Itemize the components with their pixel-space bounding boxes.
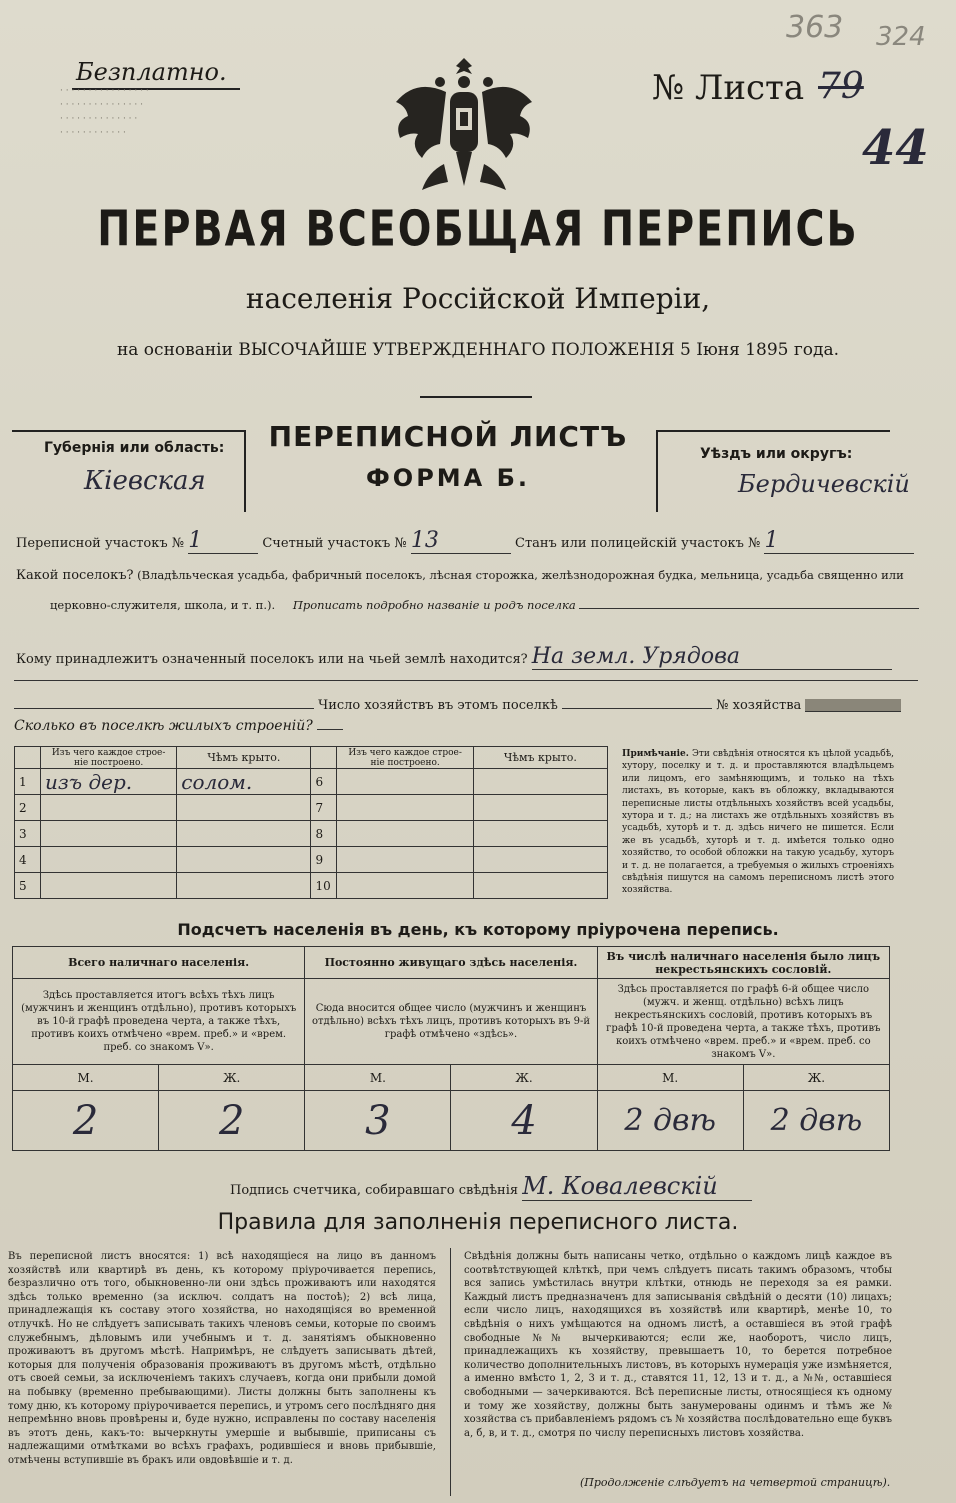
page-title: ПЕРВАЯ ВСЕОБЩАЯ ПЕРЕПИСЬ — [97, 200, 859, 259]
poselok-row — [16, 568, 904, 583]
row-number: 6 — [311, 769, 337, 795]
uezd-value: Бердичевскій — [738, 470, 910, 498]
sheet-number-pencil: 363 — [786, 10, 844, 45]
roof-cell: солом. — [177, 769, 311, 795]
poselok-hint: (Владѣльческая усадьба, фабричный поселокъ, лѣсная сторожка, желѣзнодорожная будка, мельница, усадьба священно или — [137, 568, 904, 582]
roof-cell — [177, 821, 311, 847]
table-row — [15, 769, 608, 795]
table-header: Изъ чего каждое строе-ніе построено. — [337, 747, 473, 769]
table-row — [15, 821, 608, 847]
note-heading: Примѣчаніе. — [622, 749, 689, 759]
poselok-value-line — [579, 608, 919, 609]
row-number: 10 — [311, 873, 337, 899]
roof-cell — [473, 873, 607, 899]
households-row — [14, 698, 901, 713]
schetny-label: Счетный участокъ № — [262, 536, 407, 551]
column-divider — [450, 1248, 451, 1496]
continued-note: (Продолженіе слѣдуетъ на четвертой страницѣ). — [580, 1476, 891, 1489]
row-number: 8 — [311, 821, 337, 847]
roof-cell — [177, 847, 311, 873]
signature-row — [230, 1172, 752, 1201]
buildings-label: Сколько въ поселкѣ жилыхъ строеній? — [14, 718, 313, 734]
stan-value: 1 — [764, 528, 914, 554]
poselok-instruction: Прописать подробно названіе и родъ поселка — [292, 598, 576, 612]
row-number: 1 — [15, 769, 41, 795]
roof-cell — [177, 795, 311, 821]
roof-cell — [473, 795, 607, 821]
roof-cell — [473, 769, 607, 795]
material-cell: изъ дер. — [41, 769, 177, 795]
owner-label: Кому принадлежитъ означенный поселокъ или на чьей землѣ находится? — [16, 652, 528, 667]
poselok-label: Какой поселокъ? — [16, 568, 134, 583]
row-number: 4 — [15, 847, 41, 873]
count-title: Подсчетъ населенія въ день, къ которому пріурочена перепись. — [177, 920, 779, 939]
row-number: 2 — [15, 795, 41, 821]
female-count: 2 двѣ — [743, 1091, 889, 1151]
sheet-number-pencil-2: 324 — [876, 22, 926, 52]
female-count: 2 — [159, 1091, 305, 1151]
note-block — [622, 748, 894, 897]
owner-row — [16, 644, 892, 670]
faded-stamp-text: · · · · · · · · · · · · · · · · · · · · · · · · · · · · · · · · · · · · · · · · · · · · · · · · · · · · · · · · · — [60, 86, 149, 138]
uchastok-value: 1 — [188, 528, 258, 554]
row-number: 7 — [311, 795, 337, 821]
material-cell — [337, 795, 473, 821]
uezd-label: Уѣздъ или округъ: — [700, 446, 853, 462]
buildings-value-line — [317, 729, 343, 730]
count-desc: Здѣсь проставляется итогъ всѣхъ тѣхъ лицъ (мужчинъ и женщинъ отдѣльно), противъ которыхъ въ 10-й графѣ проведена черта, а также тѣхъ, противъ коихъ отмѣчено «врем. преб.» и «врем. преб. со знакомъ V». — [13, 979, 305, 1065]
male-label: М. — [305, 1065, 451, 1091]
households-count-line — [562, 708, 712, 709]
sheet-number-crossed: 79 — [818, 66, 864, 107]
roof-cell — [473, 847, 607, 873]
female-count: 4 — [451, 1091, 597, 1151]
male-label: М. — [13, 1065, 159, 1091]
row-number: 9 — [311, 847, 337, 873]
subtitle-decree: на основаніи ВЫСОЧАЙШЕ УТВЕРЖДЕННАГО ПОЛОЖЕНІЯ 5 Іюня 1895 года. — [116, 340, 840, 360]
household-no-label: № хозяйства — [716, 698, 802, 713]
poselok-row-2 — [50, 598, 919, 612]
material-cell — [337, 847, 473, 873]
table-header: Чѣмъ крыто. — [473, 747, 607, 769]
imperial-eagle-icon — [384, 52, 544, 202]
count-desc: Сюда вносится общее число (мужчинъ и женщинъ отдѣльно) всѣхъ тѣхъ лицъ, противъ которыхъ въ 9-й графѣ отмѣчено «здѣсь». — [305, 979, 597, 1065]
buildings-row — [14, 718, 343, 734]
female-label: Ж. — [451, 1065, 597, 1091]
free-label: Безплатно. — [76, 58, 227, 86]
female-label: Ж. — [743, 1065, 889, 1091]
material-cell — [337, 821, 473, 847]
form-subtitle: ФОРМА Б. — [365, 464, 530, 492]
female-label: Ж. — [159, 1065, 305, 1091]
count-header: Въ числѣ наличнаго населенія было лицъ некрестьянскихъ сословій. — [597, 947, 889, 979]
stan-label: Станъ или полицейскій участокъ № — [515, 536, 761, 551]
count-desc: Здѣсь проставляется по графѣ 6-й общее число (мужч. и женщ. отдѣльно) всѣхъ лицъ некрестьянскихъ сословій, противъ которыхъ въ графѣ 10-й проведена черта, а также тѣхъ, противъ коихъ отмѣчено «врем. преб.» и «врем. преб. со знакомъ V». — [597, 979, 889, 1065]
roof-cell — [473, 821, 607, 847]
households-label: Число хозяйствъ въ этомъ поселкѣ — [318, 698, 558, 713]
divider — [420, 396, 532, 398]
table-header — [311, 747, 337, 769]
gubernia-label: Губернія или область: — [44, 440, 225, 456]
uchastok-label: Переписной участокъ № — [16, 536, 185, 551]
schetny-value: 13 — [411, 528, 511, 554]
rules-left: Въ переписной листъ вносятся: 1) всѣ находящіеся на лицо въ данномъ хозяйствѣ или квартирѣ въ день, къ которому пріурочивается перепись, безразлично отъ того, обыкновенно-ли они здѣсь проживаютъ или находятся здѣсь только временно (за исключ. солдатъ на постоѣ); 2) всѣ лица, принадлежащія къ составу этого хозяйства, но находящіяся во временной отлучкѣ. Но не слѣдуетъ записывать такихъ членовъ семьи, которые по своимъ служебнымъ, дѣловымъ или учебнымъ и т. д. занятіямъ обыкновенно проживаютъ въ другомъ мѣстѣ. Напримѣръ, не слѣдуетъ записывать дѣтей, которыя для полученія образованія проживаютъ въ другомъ мѣстѣ, отдѣльно отъ своей семьи, за исключеніемъ такихъ случаевъ, когда они прибыли домой на побывку (временно пребывающими). Листы должны быть заполнены къ тому дню, къ которому пріурочивается перепись, и утромъ сего послѣдняго дня непремѣнно вновь провѣрены и, буде нужно, исправлены по составу населенія въ этотъ день, какъ-то: вычеркнуты умершіе и выбывшіе, приписаны съ надлежащими отмѣтками во всѣхъ графахъ, родившіеся и вновь прибывшіе, отмѣчены вступившіе въ бракъ или овдовѣвшіе и т. д. — [8, 1251, 436, 1466]
rules-right: Свѣдѣнія должны быть написаны четко, отдѣльно о каждомъ лицѣ каждое въ соотвѣтствующей клѣткѣ, при чемъ слѣдуетъ писать такимъ образомъ, чтобы вся запись умѣстилась внутри клѣтки, отнюдь не переходя за ея рамки. Каждый листъ предназначенъ для записыванія свѣдѣній о десяти (10) лицахъ; если число лицъ, находящихся въ хозяйствѣ или квартирѣ, менѣе 10, то свѣдѣнія о нихъ умѣщаются на одномъ листѣ, а оставшіеся въ этой графѣ свободные №№ вычеркиваются; если же, наоборотъ, число лицъ, принадлежащихъ къ хозяйству, превышаетъ 10, то берется потребное количество дополнительныхъ листовъ, въ которыхъ нумерація уже измѣняется, а именно вмѣсто 1, 2, 3 и т. д., ставятся 11, 12, 13 и т. д., а №№, оставшіеся свободными — зачеркиваются. Всѣ переписные листы, относящіеся къ одному и тому же хозяйству, должны быть занумерованы одинмъ и тѣмъ же № хозяйства съ прибавленіемъ рядомъ съ № хозяйства послѣдовательно еще буквъ а, б, в, и т. д., смотря по числу переписныхъ листовъ хозяйства. — [464, 1251, 892, 1439]
uchastok-row — [16, 528, 914, 554]
table-row — [15, 847, 608, 873]
material-cell — [41, 795, 177, 821]
subtitle: населенія Россійской Имперіи, — [245, 282, 711, 315]
signature-label: Подпись счетчика, собиравшаго свѣдѣнія — [230, 1183, 519, 1198]
count-table — [12, 946, 890, 1151]
male-count: 2 двѣ — [597, 1091, 743, 1151]
male-label: М. — [597, 1065, 743, 1091]
buildings-table — [14, 746, 608, 899]
count-header: Постоянно живущаго здѣсь населенія. — [305, 947, 597, 979]
table-row — [15, 795, 608, 821]
rules-title: Правила для заполненія переписного листа. — [217, 1210, 739, 1235]
male-count: 2 — [13, 1091, 159, 1151]
row-number: 5 — [15, 873, 41, 899]
table-header: Чѣмъ крыто. — [177, 747, 311, 769]
households-value-line — [14, 708, 314, 709]
table-header — [15, 747, 41, 769]
owner-value: На земл. Урядова — [532, 644, 892, 670]
count-header: Всего наличнаго населенія. — [13, 947, 305, 979]
material-cell — [41, 821, 177, 847]
poselok-hint-2: церковно-служителя, школа, и т. п.). — [50, 598, 276, 612]
row-number: 3 — [15, 821, 41, 847]
male-count: 3 — [305, 1091, 451, 1151]
signature-value: М. Ковалевскій — [522, 1172, 752, 1201]
blank-line — [14, 680, 918, 681]
household-no-value — [805, 699, 901, 712]
gubernia-value: Кіевская — [84, 466, 206, 496]
material-cell — [337, 769, 473, 795]
material-cell — [41, 847, 177, 873]
material-cell — [337, 873, 473, 899]
table-header: Изъ чего каждое строе-ніе построено. — [41, 747, 177, 769]
material-cell — [41, 873, 177, 899]
roof-cell — [177, 873, 311, 899]
form-title: ПЕРЕПИСНОЙ ЛИСТЪ — [268, 420, 628, 453]
table-row — [15, 873, 608, 899]
note-text: Эти свѣдѣнія относятся къ цѣлой усадьбѣ, хутору, поселку и т. д. и проставляются владѣльцемъ или лицомъ, его замѣняющимъ, и только на тѣхъ листахъ, въ которые, какъ въ обложку, вкладываются переписные листы отдѣльныхъ хозяйствъ всей усадьбы, хутора и т. д.; на листахъ же отдѣльныхъ хозяйствъ въ усадьбѣ, хуторѣ и т. д. здѣсь ничего не пишется. Если же въ усадьбѣ, хуторѣ и т. д. имѣется только одно хозяйство, то особой обложки на такую усадьбу, хуторъ и т. д. не полагается, а требуемыя о жилыхъ строеніяхъ свѣдѣнія пишутся на самомъ переписномъ листѣ этого хозяйства. — [622, 749, 894, 896]
sheet-number-label: № Листа — [652, 68, 805, 108]
sheet-number-final: 44 — [862, 120, 929, 176]
